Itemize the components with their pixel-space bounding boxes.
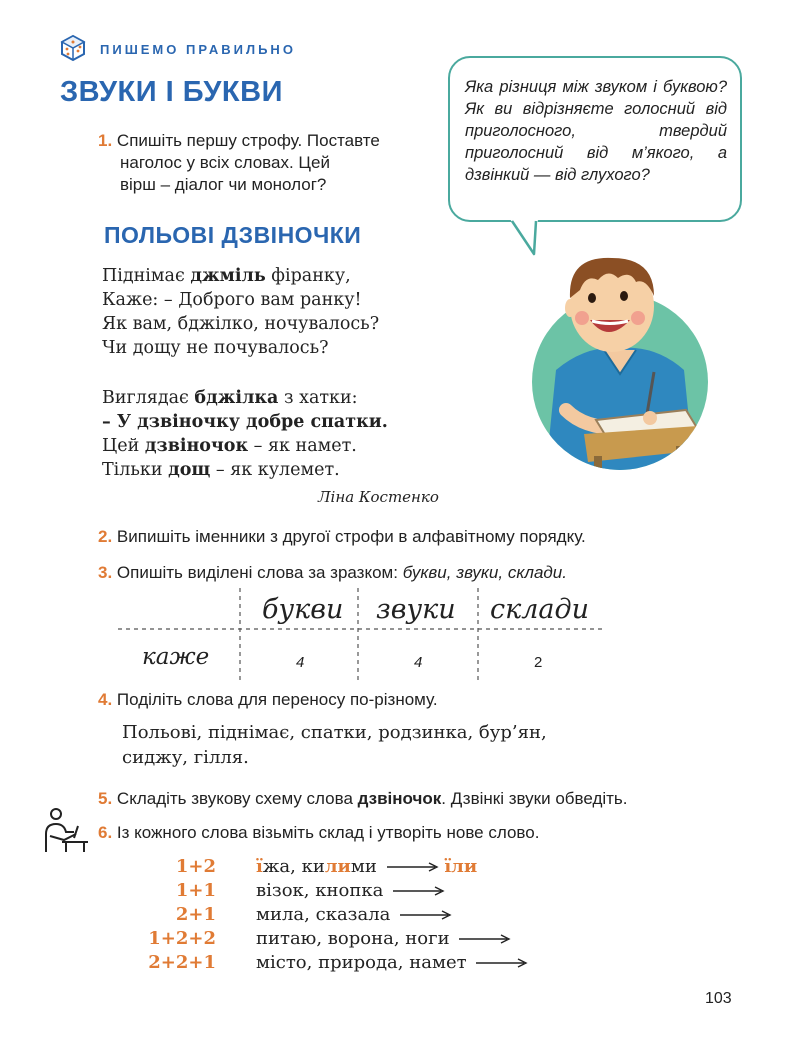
dice-icon <box>60 34 86 62</box>
combo-label: 1+1 <box>175 880 216 901</box>
arrow-icon <box>476 958 528 968</box>
task-number: 5. <box>98 789 113 808</box>
task-text: Опишіть виділені слова за зразком: <box>116 563 403 582</box>
task-text: наголос у всіх словах. Цей <box>120 153 330 172</box>
poem-text: Цей <box>102 436 145 456</box>
task-2 <box>98 526 586 548</box>
result-word: їли <box>444 856 478 877</box>
desk-writing-icon <box>40 806 90 854</box>
poem-stanza-2 <box>102 386 388 482</box>
poem-text: Виглядає <box>102 388 195 408</box>
task-text: Складіть звукову схему слова <box>116 789 358 808</box>
task-text: Поділіть слова для переносу по-різному. <box>116 690 438 709</box>
word-text: місто, природа, намет <box>256 952 467 973</box>
bubble-question: Яка різниця між звуком і буквою? Як ви відрізняєте голосний від приголосного, твердий приголосний від м’якого, а дзвінкий — від глухого? <box>465 78 727 184</box>
arrow-icon <box>387 862 439 872</box>
task-text: Із кожного слова візьміть склад і утворіть нове слово. <box>116 823 540 842</box>
highlight-syllable: ли <box>324 856 351 877</box>
word-list-line: Польові, піднімає, спатки, родзинка, бур’ян, <box>122 722 547 743</box>
boy-illustration <box>526 250 716 472</box>
task-number: 1. <box>98 131 113 150</box>
poem-text: Тільки <box>102 460 169 480</box>
poem-title: ПОЛЬОВІ ДЗВІНОЧКИ <box>104 222 362 248</box>
word-text: ми <box>350 856 377 877</box>
poem-stanza-1 <box>102 264 379 360</box>
task-number: 3. <box>98 563 113 582</box>
page-title: ЗВУКИ І БУКВИ <box>60 76 283 108</box>
poem-bold-word: джміль <box>190 266 266 286</box>
combo-words <box>256 880 445 901</box>
poem-line: Чи дощу не почувалось? <box>102 338 329 358</box>
table-header-sounds: звуки <box>376 594 456 625</box>
word-list-line: сиджу, гілля. <box>122 747 249 768</box>
task-5 <box>98 788 628 810</box>
combo-label: 2+1 <box>175 904 216 925</box>
poem-line: Каже: – Доброго вам ранку! <box>102 290 362 310</box>
table-cell-letters: 4 <box>296 654 305 671</box>
task-text: вірш – діалог чи монолог? <box>120 175 327 194</box>
poem-text: – як намет. <box>248 436 357 456</box>
task-text: Випишіть іменники з другої строфи в алфавітному порядку. <box>116 527 586 546</box>
poem-bold-word: дощ <box>168 460 211 480</box>
poem-bold-word: дзвіночок <box>144 436 249 456</box>
combo-label: 2+2+1 <box>148 952 216 973</box>
word-text: мила, сказала <box>256 904 391 925</box>
poem-author: Ліна Костенко <box>318 488 439 506</box>
combo-label: 1+2+2 <box>148 928 216 949</box>
task-1 <box>98 130 380 196</box>
arrow-icon <box>393 886 445 896</box>
task-example: букви, звуки, склади. <box>402 563 567 582</box>
combo-words <box>256 928 511 949</box>
combo-words <box>256 856 477 877</box>
task-number: 6. <box>98 823 113 842</box>
task-6 <box>98 822 539 844</box>
task-text: . Дзвінкі звуки обведіть. <box>441 789 628 808</box>
task-4 <box>98 689 438 711</box>
table-header-syllables: склади <box>490 594 590 625</box>
task-text: Спишіть першу строфу. Поставте <box>116 131 380 150</box>
section-label: ПИШЕМО ПРАВИЛЬНО <box>100 42 296 57</box>
word-list <box>122 720 547 770</box>
combo-words <box>256 904 452 925</box>
poem-line: – У дзвіночку добре спатки. <box>102 412 388 432</box>
task-bold-word: дзвіночок <box>357 789 442 808</box>
poem-text: з хатки: <box>278 388 358 408</box>
poem-bold-word: бджілка <box>194 388 279 408</box>
table-cell-syllables: 2 <box>534 654 543 671</box>
table-header-letters: букви <box>262 594 344 625</box>
poem-text: Піднімає <box>102 266 191 286</box>
poem-line: Як вам, бджілко, ночувалось? <box>102 314 380 334</box>
combo-words <box>256 952 528 973</box>
page-number: 103 <box>705 990 732 1007</box>
poem-text: фіранку, <box>265 266 351 286</box>
combo-label: 1+2 <box>175 856 216 877</box>
word-text: питаю, ворона, ноги <box>256 928 450 949</box>
word-text: візок, кнопка <box>256 880 384 901</box>
word-text: жа, ки <box>262 856 325 877</box>
table-cell-sounds: 4 <box>414 654 423 671</box>
arrow-icon <box>459 934 511 944</box>
poem-text: – як кулемет. <box>210 460 340 480</box>
table-row-word: каже <box>142 644 210 670</box>
highlight-syllable: ї <box>256 856 263 877</box>
arrow-icon <box>400 910 452 920</box>
task-3 <box>98 562 567 584</box>
task-number: 2. <box>98 527 113 546</box>
task-number: 4. <box>98 690 113 709</box>
